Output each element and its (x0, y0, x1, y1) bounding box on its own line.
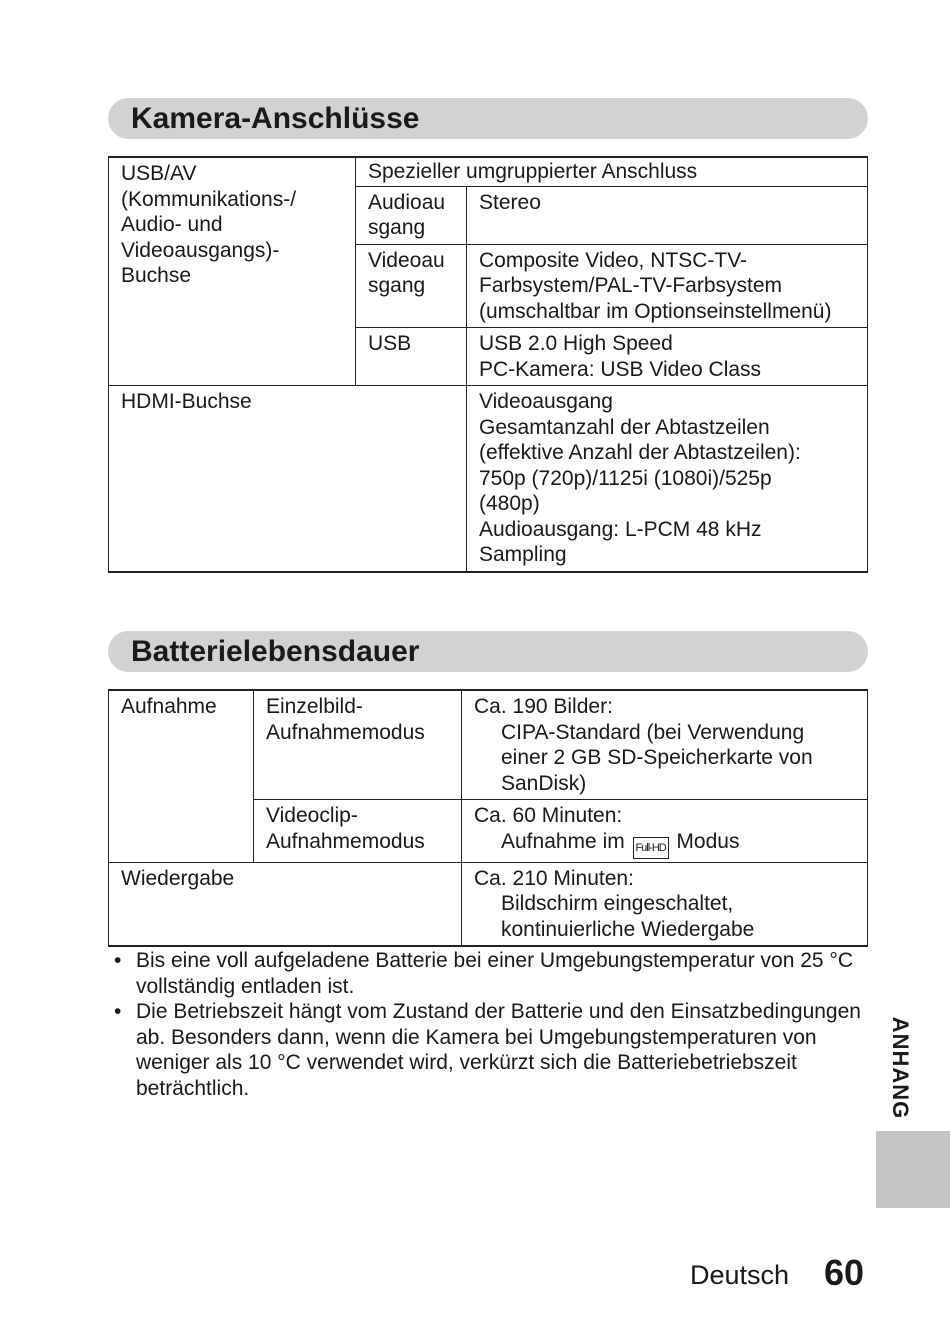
cell-text: Aufnahmemodus (266, 720, 425, 744)
cell-text: HDMI-Buchse (121, 390, 252, 413)
cell-text: USB/AV (121, 162, 197, 185)
cell-text: Stereo (479, 190, 541, 214)
cell-text: Gesamtanzahl der Abtastzeilen (479, 415, 770, 439)
list-item (114, 999, 864, 1101)
cell-text: einer 2 GB SD-Speicherkarte von (501, 746, 813, 769)
bullet: • (114, 949, 122, 972)
cell-text: PC-Kamera: USB Video Class (479, 357, 762, 381)
cell-text: USB (368, 332, 412, 355)
cell-text: Buchse (121, 264, 192, 287)
note-text: Die Betriebszeit hängt vom Zustand der Batterie und den Einsatzbedingungen ab. Besonders dann, wenn die Kamera bei Umgebungstemperaturen von weniger als 10 °C verwendet wird, verkürzt sich die Batteriebetriebszeit beträchtlich. (136, 1000, 861, 1100)
cell-text: sgang (368, 216, 426, 239)
list-item (114, 948, 864, 999)
cell-text: Ca. 210 Minuten: (474, 866, 634, 890)
cell-text: Audioau (368, 190, 446, 214)
table-cell-playback-label (109, 862, 462, 946)
table-cell-playback-value (462, 862, 868, 946)
table-cell-hdmi-value (467, 386, 868, 572)
section-header-battery-life (108, 631, 868, 672)
cell-text: Videoclip- (266, 804, 358, 827)
cell-text: Ca. 60 Minuten: (474, 804, 623, 827)
table-cell-video-value (462, 800, 868, 863)
cell-text: Wiedergabe (121, 866, 235, 890)
camera-connectors-table (108, 156, 868, 573)
cell-text: CIPA-Standard (bei Verwendung (501, 720, 805, 744)
full-hd-icon: Full-HD (633, 837, 669, 859)
table-cell-still-value (462, 690, 868, 800)
section-header-camera-connectors (108, 98, 868, 139)
table-cell-audio-label (356, 186, 467, 244)
cell-text-prefix: Aufnahme im (501, 829, 625, 853)
cell-text: Audioausgang: L-PCM 48 kHz (479, 517, 762, 541)
cell-text: Videoausgangs)- (121, 238, 280, 262)
cell-text: (480p) (479, 492, 540, 515)
table-cell-video-value (467, 244, 868, 328)
cell-text: Videoausgang (479, 390, 613, 413)
footer-language: Deutsch (690, 1260, 790, 1290)
cell-text: USB 2.0 High Speed (479, 332, 673, 355)
cell-text: Spezieller umgruppierter Anschluss (368, 160, 698, 183)
cell-text-suffix: Modus (676, 829, 740, 853)
table-cell-usb-av-label (109, 157, 356, 386)
cell-text: Sampling (479, 543, 567, 566)
cell-text: (umschaltbar im Optionseinstellmenü) (479, 299, 832, 323)
cell-text: sgang (368, 274, 426, 297)
cell-text (474, 829, 855, 859)
section-title: Kamera-Anschlüsse (131, 102, 420, 135)
cell-text: Aufnahme (121, 695, 217, 718)
table-cell-still-mode-label (254, 690, 462, 800)
chapter-tab (876, 1131, 950, 1208)
cell-text: Bildschirm eingeschaltet, (501, 892, 734, 915)
notes-list (114, 948, 864, 1101)
cell-text: (Kommunikations-/ (121, 187, 297, 211)
page-number: 60 (824, 1252, 865, 1293)
section-title: Batterielebensdauer (131, 635, 420, 668)
chapter-label (876, 1008, 924, 1128)
cell-text: Videoau (368, 248, 445, 272)
table-row (109, 690, 868, 800)
table-cell-video-label (356, 244, 467, 328)
bullet: • (114, 1000, 122, 1023)
cell-text: Composite Video, NTSC-TV- (479, 248, 748, 272)
table-row (109, 386, 868, 572)
table-cell-usb-label (356, 328, 467, 386)
table-cell-hdmi-label (109, 386, 467, 572)
cell-text: 750p (720p)/1125i (1080i)/525p (479, 466, 772, 490)
battery-life-table (108, 689, 868, 947)
table-cell-audio-value (467, 186, 868, 244)
note-text: Bis eine voll aufgeladene Batterie bei einer Umgebungstemperatur von 25 °C vollständig entladen ist. (136, 949, 853, 998)
table-row (109, 157, 868, 186)
table-cell-recording-label (109, 690, 254, 862)
cell-text: Ca. 190 Bilder: (474, 695, 613, 718)
cell-text: SanDisk) (501, 771, 587, 795)
table-cell-special-connector (356, 157, 868, 186)
chapter-label-text: ANHANG (888, 1016, 913, 1120)
table-row (109, 862, 868, 946)
table-cell-video-mode-label (254, 800, 462, 863)
cell-text: Aufnahmemodus (266, 829, 425, 853)
cell-text: kontinuierliche Wiedergabe (501, 917, 755, 941)
cell-text: Audio- und (121, 213, 223, 236)
table-cell-usb-value (467, 328, 868, 386)
cell-text: (effektive Anzahl der Abtastzeilen): (479, 441, 801, 464)
cell-text: Einzelbild- (266, 695, 363, 718)
cell-text: Farbsystem/PAL-TV-Farbsystem (479, 274, 783, 297)
